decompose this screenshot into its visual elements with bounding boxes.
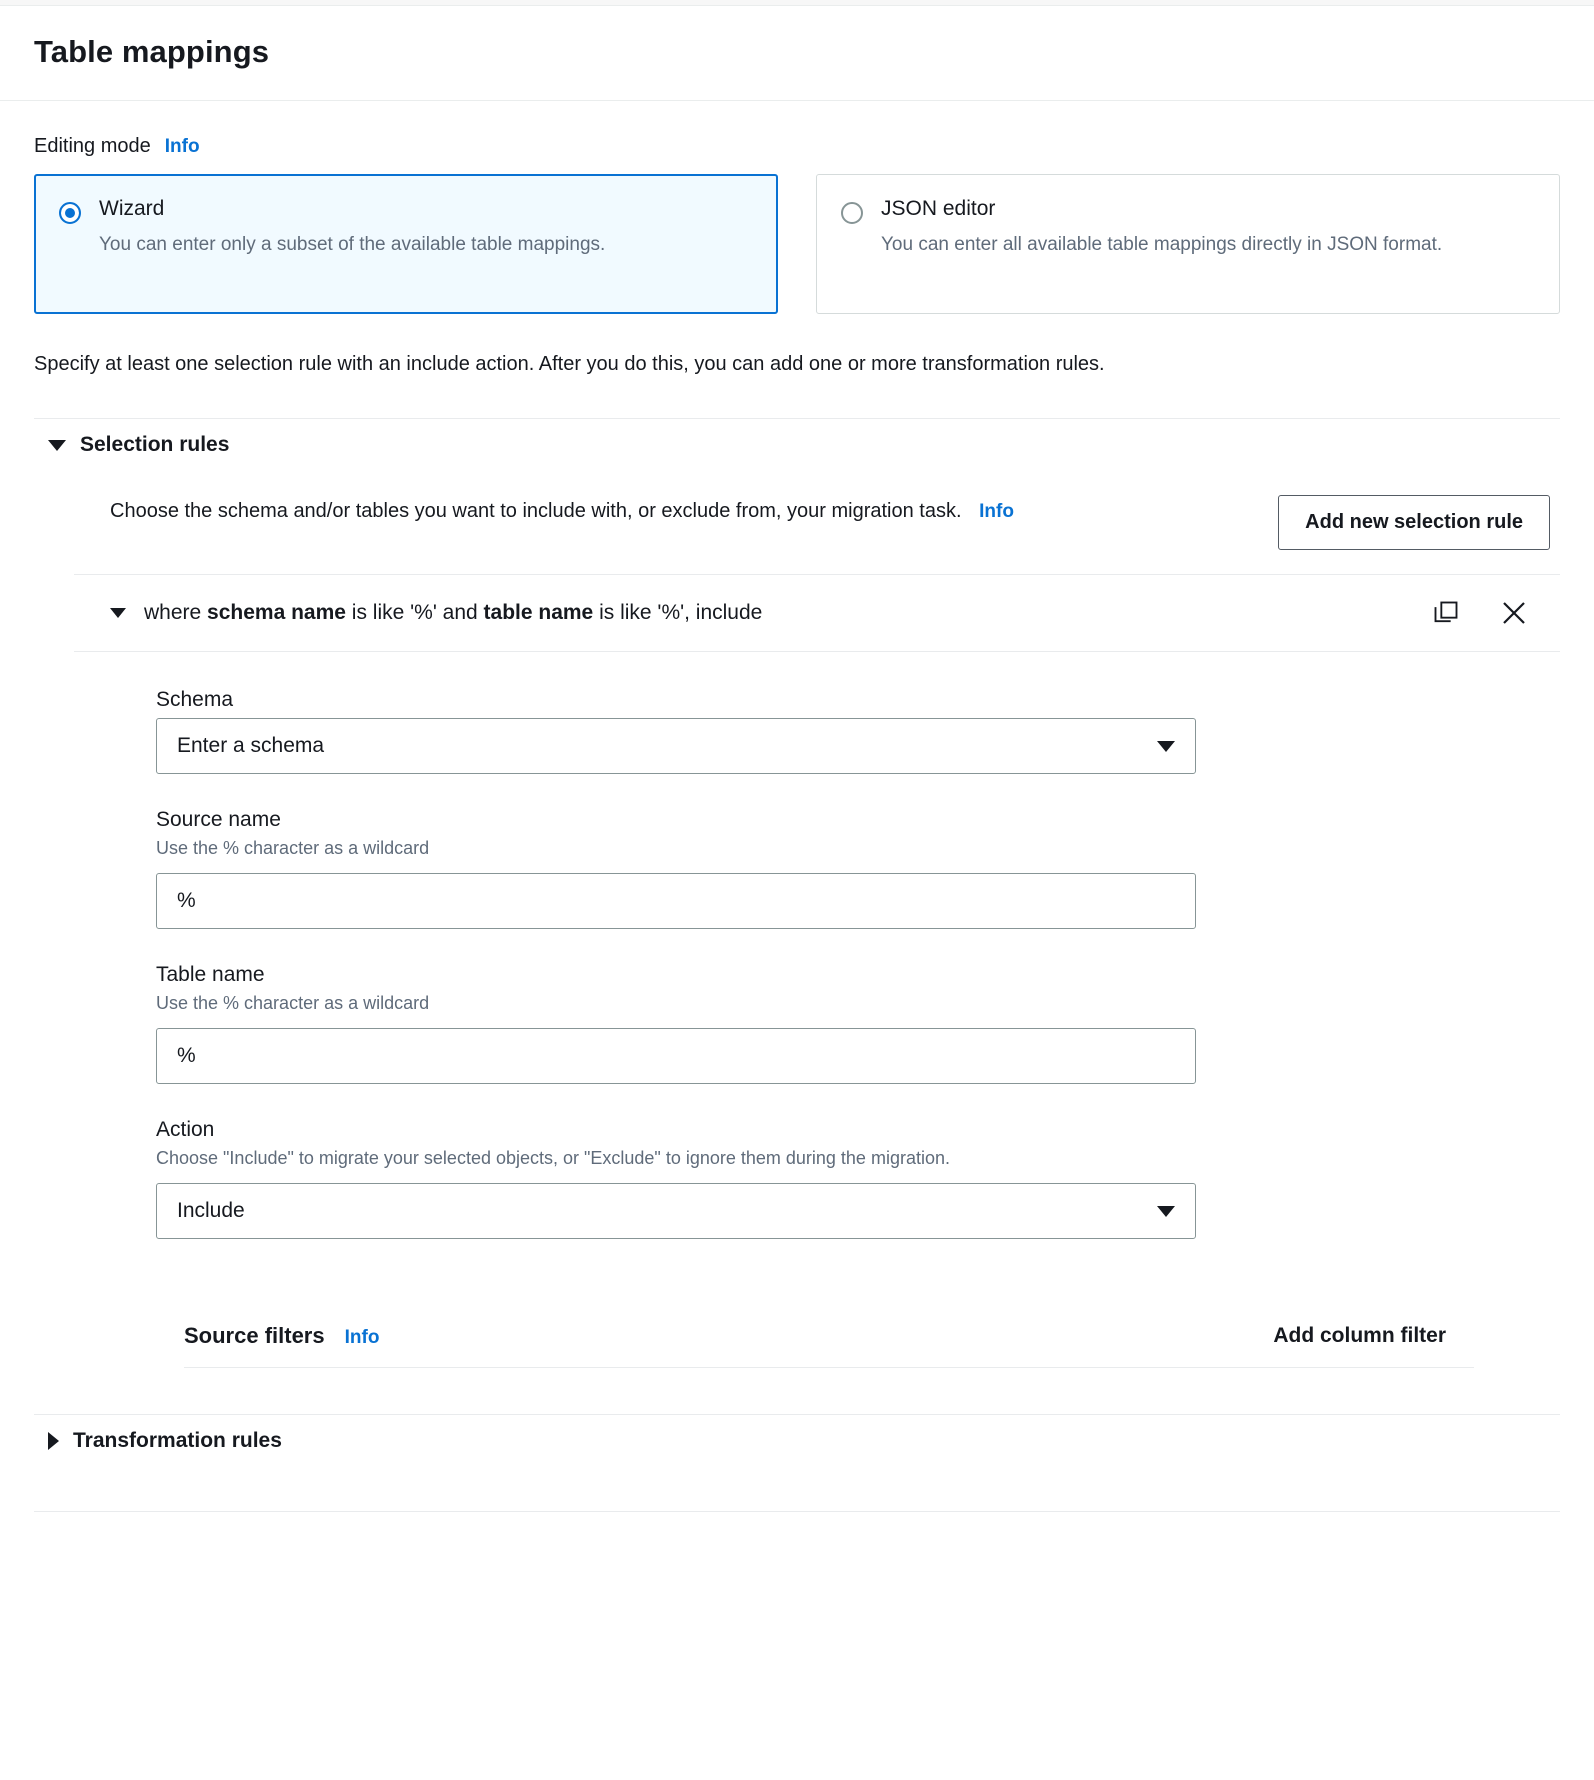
transformation-rules-section (34, 1414, 1560, 1467)
rule-summary-mid1: is like '%' and (345, 601, 484, 624)
source-name-input[interactable] (156, 873, 1196, 929)
source-filters-title: Source filters (184, 1323, 325, 1348)
add-column-filter-button[interactable]: Add column filter (1273, 1324, 1446, 1347)
selection-rules-section (34, 418, 1560, 1368)
selection-rule-actions (1430, 597, 1550, 629)
copy-icon[interactable] (1430, 597, 1462, 629)
source-filters-info-link[interactable]: Info (344, 1327, 380, 1348)
chevron-down-icon (1157, 741, 1175, 752)
rule-summary-schema-label: schema name (207, 601, 346, 624)
chevron-down-icon[interactable] (110, 608, 126, 618)
source-filters-left (184, 1323, 379, 1349)
panel-header (0, 6, 1594, 101)
chevron-down-icon (1157, 1206, 1175, 1217)
rule-summary-table-label: table name (483, 601, 594, 624)
editing-mode-option-json-editor[interactable] (816, 174, 1560, 314)
editing-mode-option-wizard[interactable] (34, 174, 778, 314)
table-name-hint: Use the % character as a wildcard (156, 993, 430, 1013)
selection-rule-summary (144, 601, 1412, 625)
source-name-hint: Use the % character as a wildcard (156, 838, 430, 858)
radio-wizard[interactable] (59, 202, 81, 224)
source-name-field-group (156, 808, 1550, 929)
selection-rule-header[interactable] (74, 575, 1560, 652)
source-name-label: Source name (156, 808, 281, 831)
selection-rules-description-row (74, 471, 1560, 575)
chevron-down-icon (48, 440, 66, 451)
selection-rules-section-header[interactable] (34, 419, 1560, 471)
close-icon[interactable] (1498, 597, 1530, 629)
selection-rules-info-link[interactable]: Info (979, 501, 1014, 522)
schema-select[interactable] (156, 718, 1196, 774)
action-field-group (156, 1118, 1550, 1239)
transformation-rules-section-header[interactable] (34, 1415, 1560, 1467)
selection-rules-title: Selection rules (80, 433, 230, 456)
editing-mode-option-wizard-title: Wizard (99, 197, 165, 220)
selection-rule-body (74, 652, 1560, 1283)
schema-label: Schema (156, 688, 234, 711)
editing-mode-label-row (34, 135, 1560, 158)
transformation-rules-title: Transformation rules (73, 1429, 282, 1452)
editing-mode-tiles (34, 174, 1560, 314)
source-filters-row (184, 1323, 1474, 1368)
selection-rules-description: Choose the schema and/or tables you want to include with, or exclude from, your migration task. (110, 500, 962, 522)
action-select[interactable] (156, 1183, 1196, 1239)
selection-rules-description-text (110, 495, 1014, 528)
schema-field-group (156, 688, 1550, 774)
action-label: Action (156, 1118, 215, 1141)
radio-json-editor[interactable] (841, 202, 863, 224)
editing-mode-option-json-editor-title: JSON editor (881, 197, 996, 220)
action-select-value: Include (177, 1199, 245, 1222)
rule-summary-prefix: where (144, 601, 208, 624)
editing-mode-option-wizard-description: You can enter only a subset of the available table mappings. (99, 234, 606, 255)
table-name-field-group (156, 963, 1550, 1084)
instruction-text: Specify at least one selection rule with an include action. After you do this, you can add one or more transformation rules. (34, 353, 1105, 375)
editing-mode-option-json-editor-description: You can enter all available table mappings directly in JSON format. (881, 234, 1443, 255)
rule-summary-mid2: is like '%', include (593, 601, 763, 624)
add-new-selection-rule-button[interactable]: Add new selection rule (1278, 495, 1550, 550)
editing-mode-label: Editing mode (34, 135, 151, 157)
panel-bottom-divider (34, 1511, 1560, 1512)
table-name-label: Table name (156, 963, 265, 986)
panel-body (0, 101, 1594, 1522)
editing-mode-info-link[interactable]: Info (164, 136, 200, 157)
selection-rules-body (34, 471, 1560, 1368)
action-hint: Choose "Include" to migrate your selected objects, or "Exclude" to ignore them during the migration. (156, 1148, 950, 1168)
table-name-input[interactable] (156, 1028, 1196, 1084)
schema-select-value: Enter a schema (177, 734, 325, 757)
chevron-right-icon (48, 1432, 59, 1450)
page-title: Table mappings (34, 34, 270, 69)
